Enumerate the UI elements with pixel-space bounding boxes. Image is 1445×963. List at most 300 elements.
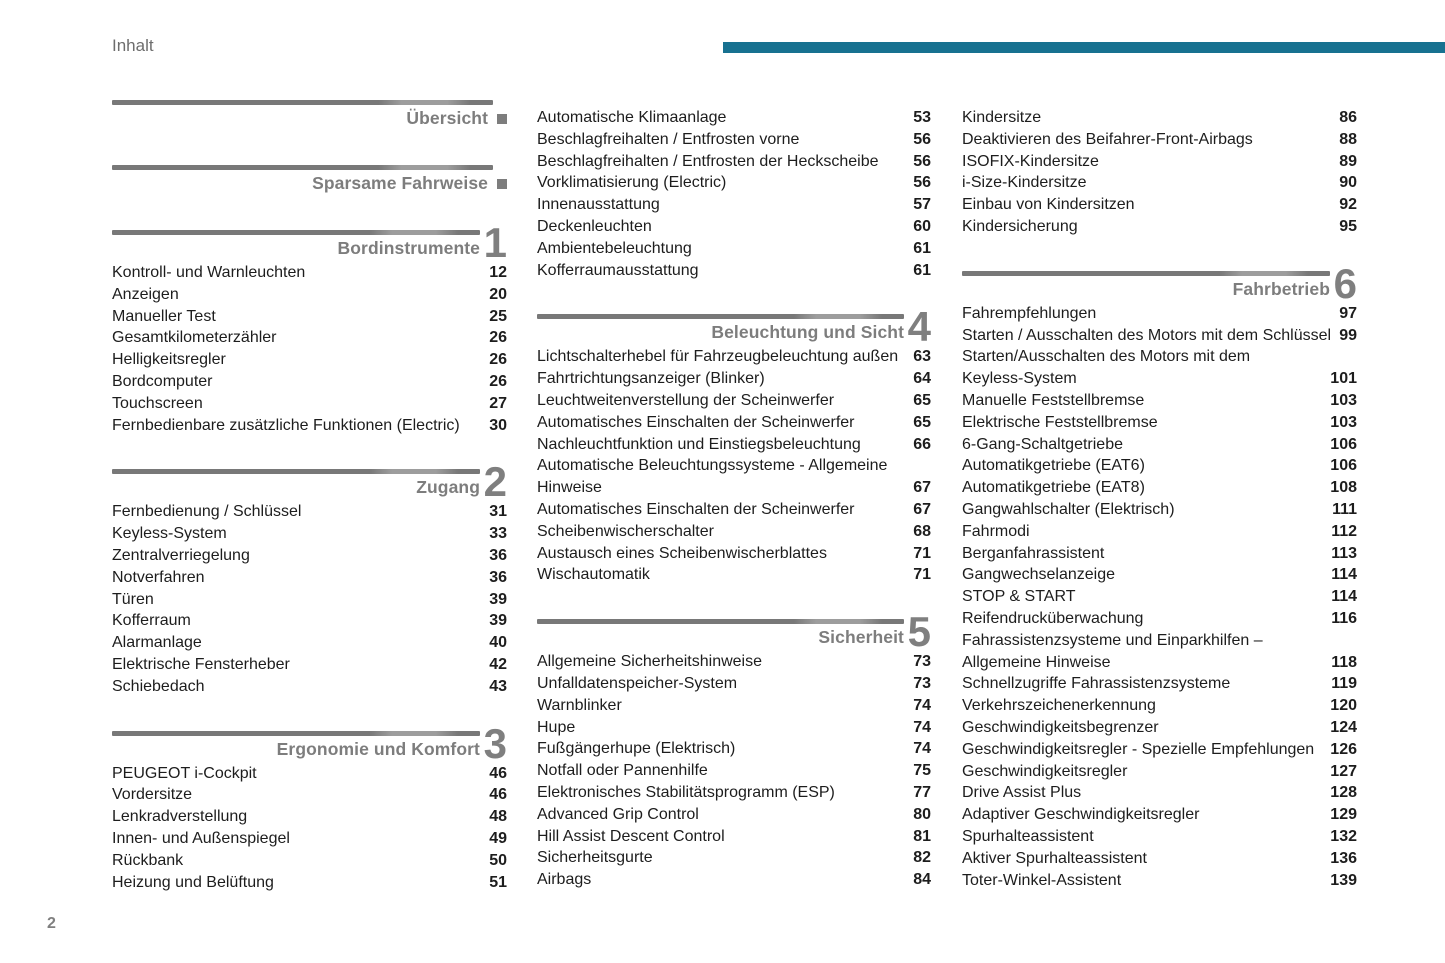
chapter-number: 1 <box>483 219 507 266</box>
toc-entry <box>537 717 931 739</box>
section-title: Sicherheit <box>818 627 904 648</box>
section-header <box>112 474 507 501</box>
toc-entry-label: Innenausstattung <box>537 196 660 214</box>
toc-entry <box>537 804 931 826</box>
toc-entry-page: 66 <box>913 435 931 453</box>
toc-entry-label: Toter-Winkel-Assistent <box>962 871 1122 889</box>
toc-entry-label: Austausch eines Scheibenwischerblattes <box>537 544 827 562</box>
toc-section-fahrbetrieb <box>962 259 1357 892</box>
toc-entry <box>112 262 507 284</box>
toc-entry-label: Hill Assist Descent Control <box>537 827 725 845</box>
toc-entry <box>962 303 1357 325</box>
toc-entry <box>962 368 1357 390</box>
toc-entry-page: 114 <box>1331 566 1357 584</box>
toc-entry <box>962 586 1357 608</box>
toc-entry <box>537 260 931 282</box>
toc-entry <box>962 652 1357 674</box>
toc-entry-label: Ambientebeleuchtung <box>537 239 692 257</box>
toc-entry-label: Fernbedienung / Schlüssel <box>112 503 302 521</box>
toc-entry <box>537 673 931 695</box>
toc-entry <box>537 869 931 891</box>
toc-entry-label: Vordersitze <box>112 786 193 804</box>
toc-entry-label: Vorklimatisierung (Electric) <box>537 174 727 192</box>
toc-entry <box>962 390 1357 412</box>
toc-entry-page: 126 <box>1330 740 1357 758</box>
section-title: Ergonomie und Komfort <box>276 738 480 759</box>
toc-entry <box>962 412 1357 434</box>
toc-entry-label: Automatische Klimaanlage <box>537 109 727 126</box>
toc-entry-label: Manuelle Feststellbremse <box>962 391 1145 409</box>
toc-entry-label: Kindersicherung <box>962 217 1078 235</box>
toc-entry <box>962 434 1357 456</box>
toc-entry-label: STOP & START <box>962 588 1076 606</box>
toc-entry-page: 26 <box>489 372 507 390</box>
toc-entry-page: 40 <box>489 634 507 652</box>
toc-entry <box>537 564 931 586</box>
toc-entry-label: Alarmanlage <box>112 634 202 652</box>
section-entries <box>537 107 931 281</box>
toc-entry <box>537 738 931 760</box>
toc-entry-page: 65 <box>913 413 931 431</box>
toc-entry-label: Anzeigen <box>112 285 179 303</box>
toc-entry-label: PEUGEOT i-Cockpit <box>112 764 257 782</box>
toc-entry-page: 95 <box>1339 217 1357 235</box>
toc-entry <box>112 589 507 611</box>
toc-entry-label: Kontroll- und Warnleuchten <box>112 264 306 281</box>
toc-entry <box>537 172 931 194</box>
toc-section-bordinstrumente <box>112 219 507 436</box>
toc-entry-page: 26 <box>489 329 507 347</box>
toc-entry-label: Hinweise <box>537 479 602 497</box>
toc-entry <box>962 151 1357 173</box>
toc-entry-label: Airbags <box>537 871 592 889</box>
toc-entry-page: 56 <box>913 152 931 170</box>
toc-entry <box>112 567 507 589</box>
toc-entry <box>537 455 931 477</box>
toc-entry-page: 63 <box>913 348 931 366</box>
toc-entry <box>537 368 931 390</box>
toc-entry <box>962 739 1357 761</box>
section-entries <box>112 262 507 436</box>
toc-entry-label: Starten / Ausschalten des Motors mit dem Schlüssel <box>962 326 1332 344</box>
toc-entry-label: Deckenleuchten <box>537 217 652 235</box>
toc-entry-label: Leuchtweitenverstellung der Scheinwerfer <box>537 391 835 409</box>
toc-entry-label: Keyless-System <box>962 370 1077 388</box>
section-title: Beleuchtung und Sicht <box>711 322 904 343</box>
toc-entry-page: 103 <box>1330 391 1357 409</box>
toc-entry <box>962 521 1357 543</box>
toc-entry-page: 111 <box>1332 500 1357 518</box>
toc-entry-page: 61 <box>913 239 931 257</box>
toc-entry-page: 20 <box>489 285 507 303</box>
toc-entry-page: 42 <box>489 655 507 673</box>
toc-entry-label: Schnellzugriffe Fahrassistenzsysteme <box>962 675 1231 693</box>
toc-entry-label: Automatisches Einschalten der Scheinwerfer <box>537 500 855 518</box>
chapter-number: 5 <box>907 608 931 656</box>
toc-entry-page: 92 <box>1339 196 1357 214</box>
toc-entry-page: 74 <box>913 718 931 736</box>
toc-entry-page: 50 <box>489 851 507 869</box>
toc-entry-label: Allgemeine Sicherheitshinweise <box>537 653 763 671</box>
toc-entry-page: 51 <box>489 873 507 891</box>
toc-entry <box>962 325 1357 347</box>
toc-entry <box>537 238 931 260</box>
toc-entry <box>537 107 931 129</box>
toc-entry-page: 74 <box>913 740 931 758</box>
section-title: Übersicht <box>406 108 488 128</box>
toc-entry-label: Nachleuchtfunktion und Einstiegsbeleuchtung <box>537 435 861 453</box>
toc-entry-page: 61 <box>913 261 931 279</box>
toc-entry <box>112 828 507 850</box>
toc-entry-page: 46 <box>489 764 507 782</box>
toc-entry-label: Kindersitze <box>962 109 1042 126</box>
toc-entry-label: Zentralverriegelung <box>112 546 250 564</box>
toc-entry <box>962 194 1357 216</box>
toc-entry <box>537 651 931 673</box>
toc-entry-label: Fußgängerhupe (Elektrisch) <box>537 740 736 758</box>
toc-entry-label: Keyless-System <box>112 525 227 543</box>
toc-entry-page: 106 <box>1330 435 1357 453</box>
toc-entry-page: 120 <box>1330 697 1357 715</box>
toc-entry-page: 73 <box>913 653 931 671</box>
toc-entry-page: 108 <box>1330 479 1357 497</box>
toc-entry-page: 12 <box>489 264 507 281</box>
toc-entry-label: Unfalldatenspeicher-System <box>537 674 738 692</box>
toc-entry <box>112 284 507 306</box>
toc-entry-page: 118 <box>1331 653 1357 671</box>
toc-entry-label: Innen- und Außenspiegel <box>112 829 290 847</box>
toc-entry <box>962 717 1357 739</box>
toc-entry-label: Touchscreen <box>112 394 203 412</box>
square-bullet-icon <box>497 179 507 189</box>
toc-entry <box>962 346 1357 368</box>
toc-entry <box>962 826 1357 848</box>
toc-entry <box>962 564 1357 586</box>
toc-entry <box>962 782 1357 804</box>
toc-entry <box>962 129 1357 151</box>
toc-entry-page: 106 <box>1330 457 1357 475</box>
section-title: Bordinstrumente <box>337 238 480 258</box>
toc-entry-label: Beschlagfreihalten / Entfrosten der Heckscheibe <box>537 152 879 170</box>
toc-entry <box>962 499 1357 521</box>
toc-entry-label: Sicherheitsgurte <box>537 849 653 867</box>
toc-entry-page: 25 <box>489 307 507 325</box>
toc-entry-label: Elektrische Fensterheber <box>112 655 290 673</box>
toc-entry-page: 60 <box>913 217 931 235</box>
section-title: Sparsame Fahrweise <box>312 173 488 193</box>
toc-column-2 <box>537 0 931 891</box>
toc-entry <box>112 676 507 698</box>
toc-entry <box>537 346 931 368</box>
toc-entry-page: 36 <box>489 568 507 586</box>
toc-entry <box>537 477 931 499</box>
section-header <box>112 170 507 197</box>
toc-section-bersicht <box>112 100 507 132</box>
chapter-number: 2 <box>483 458 507 506</box>
toc-entry <box>537 129 931 151</box>
toc-entry-page: 39 <box>489 590 507 608</box>
toc-entry-label: Gangwechselanzeige <box>962 566 1115 584</box>
toc-entry-page: 112 <box>1331 522 1357 540</box>
toc-entry <box>112 306 507 328</box>
toc-entry-label: Adaptiver Geschwindigkeitsregler <box>962 806 1200 824</box>
toc-entry-page: 128 <box>1330 784 1357 802</box>
toc-entry-page: 27 <box>489 394 507 412</box>
toc-entry-label: Kofferraumausstattung <box>537 261 699 279</box>
toc-entry-page: 84 <box>913 871 931 889</box>
toc-section-zugang <box>112 458 507 697</box>
toc-entry-page: 114 <box>1331 588 1357 606</box>
toc-entry-label: Automatisches Einschalten der Scheinwerfer <box>537 413 855 431</box>
toc-entry <box>112 327 507 349</box>
toc-entry-page: 36 <box>489 546 507 564</box>
toc-entry <box>112 523 507 545</box>
toc-entry <box>537 434 931 456</box>
toc-entry-label: Geschwindigkeitsregler - Spezielle Empfehlungen <box>962 740 1315 758</box>
toc-entry <box>112 545 507 567</box>
toc-entry-page: 67 <box>913 500 931 518</box>
toc-entry-label: Elektrische Feststellbremse <box>962 413 1158 431</box>
toc-entry-label: Gesamtkilometerzähler <box>112 329 277 347</box>
toc-entry-page: 43 <box>489 677 507 695</box>
section-header <box>112 736 507 763</box>
toc-entry-page: 56 <box>913 174 931 192</box>
toc-entry <box>112 501 507 523</box>
toc-entry-page: 26 <box>489 351 507 369</box>
toc-entry-page: 136 <box>1330 849 1357 867</box>
toc-entry-label: Notverfahren <box>112 568 205 586</box>
toc-entry-page: 139 <box>1330 871 1357 889</box>
toc-entry <box>537 760 931 782</box>
toc-entry-label: Gangwahlschalter (Elektrisch) <box>962 500 1175 518</box>
toc-entry-page: 49 <box>489 829 507 847</box>
toc-entry-label: ISOFIX-Kindersitze <box>962 152 1099 170</box>
toc-entry <box>962 216 1357 238</box>
toc-entry <box>112 610 507 632</box>
section-entries <box>962 107 1357 238</box>
toc-entry-page: 88 <box>1339 130 1357 148</box>
toc-entry-label: Starten/Ausschalten des Motors mit dem <box>962 348 1251 366</box>
toc-entry-page: 64 <box>913 370 931 388</box>
toc-entry <box>537 412 931 434</box>
toc-entry-label: Verkehrszeichenerkennung <box>962 697 1156 715</box>
toc-section-continued <box>962 107 1357 238</box>
section-header <box>537 319 931 346</box>
toc-entry <box>112 632 507 654</box>
toc-entry <box>962 455 1357 477</box>
chapter-number: 6 <box>1333 259 1357 307</box>
toc-entry <box>962 804 1357 826</box>
toc-entry <box>112 415 507 437</box>
toc-entry-page: 71 <box>913 544 931 562</box>
toc-entry-label: Spurhalteassistent <box>962 827 1094 845</box>
toc-entry-page: 33 <box>489 525 507 543</box>
square-bullet-icon <box>497 114 507 124</box>
toc-entry-page: 129 <box>1330 806 1357 824</box>
toc-entry-label: Hupe <box>537 718 576 736</box>
section-entries <box>537 346 931 586</box>
toc-entry-page: 90 <box>1339 174 1357 192</box>
toc-entry <box>537 390 931 412</box>
toc-entry-page: 31 <box>489 503 507 521</box>
toc-entry-label: Lenkradverstellung <box>112 808 248 826</box>
toc-section-sparsame-fahrweise <box>112 165 507 197</box>
section-entries <box>112 763 507 894</box>
toc-entry-label: Beschlagfreihalten / Entfrosten vorne <box>537 130 800 148</box>
toc-entry <box>537 499 931 521</box>
toc-entry <box>537 695 931 717</box>
toc-entry-page: 53 <box>913 109 931 126</box>
toc-entry-page: 39 <box>489 612 507 630</box>
toc-entry <box>537 216 931 238</box>
toc-entry-page: 67 <box>913 479 931 497</box>
toc-entry <box>112 872 507 894</box>
toc-entry-page: 116 <box>1331 609 1357 627</box>
toc-entry-page: 68 <box>913 522 931 540</box>
toc-entry-label: Bordcomputer <box>112 372 213 390</box>
toc-entry-page: 81 <box>913 827 931 845</box>
section-header <box>112 105 507 132</box>
section-entries <box>537 651 931 891</box>
toc-entry <box>962 543 1357 565</box>
toc-entry-page: 127 <box>1330 762 1357 780</box>
toc-entry-label: Rückbank <box>112 851 184 869</box>
toc-entry-page: 74 <box>913 696 931 714</box>
toc-entry-page: 57 <box>913 196 931 214</box>
toc-entry-page: 30 <box>489 416 507 434</box>
toc-entry-page: 65 <box>913 391 931 409</box>
chapter-number: 4 <box>907 303 931 351</box>
section-title: Zugang <box>416 477 480 498</box>
toc-entry-page: 97 <box>1339 304 1357 322</box>
toc-entry-page: 89 <box>1339 152 1357 170</box>
toc-entry <box>962 870 1357 892</box>
toc-entry-page: 77 <box>913 783 931 801</box>
toc-entry-page: 119 <box>1331 675 1357 693</box>
toc-entry-label: Berganfahrassistent <box>962 544 1105 562</box>
toc-entry-page: 86 <box>1339 109 1357 126</box>
toc-entry-label: Fahrmodi <box>962 522 1030 540</box>
toc-entry-label: Automatikgetriebe (EAT8) <box>962 479 1145 497</box>
toc-entry-label: i-Size-Kindersitze <box>962 174 1087 192</box>
toc-entry <box>112 850 507 872</box>
toc-entry <box>962 172 1357 194</box>
toc-entry-label: Heizung und Belüftung <box>112 873 274 891</box>
toc-entry <box>537 194 931 216</box>
toc-entry-label: Wischautomatik <box>537 566 650 584</box>
toc-entry <box>537 543 931 565</box>
toc-entry-page: 99 <box>1339 326 1357 344</box>
toc-entry <box>537 847 931 869</box>
toc-section-sicherheit <box>537 608 931 891</box>
toc-entry <box>112 763 507 785</box>
toc-entry <box>112 371 507 393</box>
toc-entry-label: Fahrtrichtungsanzeiger (Blinker) <box>537 370 765 388</box>
toc-entry <box>962 848 1357 870</box>
toc-entry-label: Einbau von Kindersitzen <box>962 196 1135 214</box>
toc-entry <box>962 477 1357 499</box>
toc-column-1 <box>112 0 507 893</box>
toc-entry-label: Aktiver Spurhalteassistent <box>962 849 1147 867</box>
toc-entry-page: 113 <box>1331 544 1357 562</box>
toc-entry <box>537 782 931 804</box>
toc-entry-label: Reifendrucküberwachung <box>962 609 1144 627</box>
section-header <box>112 235 507 262</box>
toc-entry-label: Geschwindigkeitsbegrenzer <box>962 718 1159 736</box>
toc-entry-label: Automatikgetriebe (EAT6) <box>962 457 1145 475</box>
toc-entry <box>112 349 507 371</box>
toc-entry-page: 73 <box>913 674 931 692</box>
toc-entry <box>537 151 931 173</box>
toc-entry-page: 101 <box>1330 370 1357 388</box>
section-header <box>537 624 931 651</box>
section-title: Fahrbetrieb <box>1232 278 1330 299</box>
toc-entry <box>537 521 931 543</box>
toc-entry-label: Notfall oder Pannenhilfe <box>537 762 708 780</box>
chapter-number: 3 <box>483 719 507 767</box>
toc-entry-page: 48 <box>489 808 507 826</box>
toc-section-continued <box>537 107 931 281</box>
toc-entry-page: 56 <box>913 130 931 148</box>
toc-entry-label: Warnblinker <box>537 696 622 714</box>
section-entries <box>112 501 507 697</box>
toc-entry-label: Manueller Test <box>112 307 216 325</box>
toc-entry <box>962 761 1357 783</box>
toc-entry-label: Advanced Grip Control <box>537 805 699 823</box>
section-entries <box>962 303 1357 892</box>
toc-entry-page: 82 <box>913 849 931 867</box>
toc-entry <box>112 654 507 676</box>
page-title: Inhalt <box>112 36 154 55</box>
toc-entry-label: Drive Assist Plus <box>962 784 1082 802</box>
toc-entry-label: Fahrassistenzsysteme und Einparkhilfen – <box>962 631 1263 649</box>
toc-entry-label: Türen <box>112 590 154 608</box>
toc-entry-page: 80 <box>913 805 931 823</box>
toc-entry-page: 103 <box>1330 413 1357 431</box>
toc-entry-label: Kofferraum <box>112 612 191 630</box>
toc-entry-page: 124 <box>1330 718 1357 736</box>
section-header <box>962 276 1357 303</box>
toc-entry-page: 132 <box>1330 827 1357 845</box>
toc-entry-label: Allgemeine Hinweise <box>962 653 1111 671</box>
toc-entry <box>537 826 931 848</box>
page-number: 2 <box>47 915 56 932</box>
toc-entry-label: Automatische Beleuchtungssysteme - Allgemeine <box>537 457 888 475</box>
toc-entry-label: Geschwindigkeitsregler <box>962 762 1128 780</box>
toc-entry <box>112 784 507 806</box>
toc-entry-label: Scheibenwischerschalter <box>537 522 714 540</box>
toc-entry <box>112 393 507 415</box>
toc-entry-label: Fernbedienbare zusätzliche Funktionen (Electric) <box>112 416 460 434</box>
toc-entry-page: 71 <box>913 566 931 584</box>
toc-entry-label: Fahrempfehlungen <box>962 304 1097 322</box>
toc-entry <box>962 107 1357 129</box>
toc-entry-page: 46 <box>489 786 507 804</box>
toc-entry <box>962 630 1357 652</box>
toc-entry <box>962 608 1357 630</box>
toc-entry-label: Elektronisches Stabilitätsprogramm (ESP) <box>537 783 835 801</box>
toc-column-3 <box>962 0 1357 891</box>
toc-entry-label: Deaktivieren des Beifahrer-Front-Airbags <box>962 130 1253 148</box>
toc-entry-label: 6-Gang-Schaltgetriebe <box>962 435 1123 453</box>
toc-section-beleuchtung-und-sicht <box>537 303 931 586</box>
toc-section-ergonomie-und-komfort <box>112 719 507 894</box>
toc-entry-page: 75 <box>913 762 931 780</box>
toc-entry-label: Helligkeitsregler <box>112 351 226 369</box>
toc-entry-label: Schiebedach <box>112 677 205 695</box>
toc-entry <box>112 806 507 828</box>
toc-entry <box>962 673 1357 695</box>
